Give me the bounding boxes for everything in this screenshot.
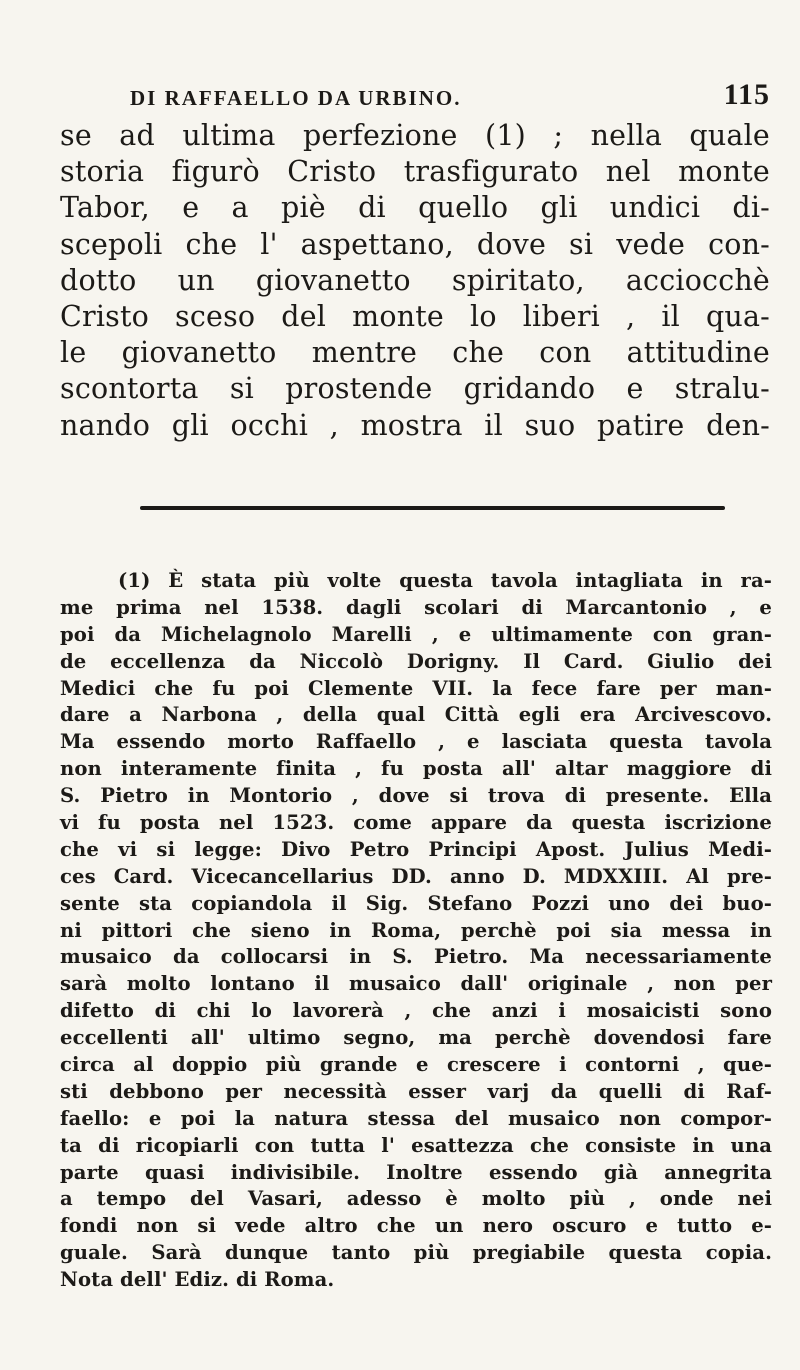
footnote-line: dare a Narbona , della qual Città egli era Arcivescovo. [60, 703, 772, 727]
text-line: se ad ultima perfezione (1) ; nella quale [60, 119, 770, 152]
footnote-line: vi fu posta nel 1523. come appare da questa iscrizione [60, 811, 772, 835]
footnote-line: sente sta copiandola il Sig. Stefano Pozzi uno dei buo- [60, 891, 772, 915]
footnote-line: che vi si legge: Divo Petro Principi Apost. Julius Medi- [60, 837, 772, 861]
footnote-line: faello: e poi la natura stessa del musaico non compor- [60, 1106, 772, 1130]
footnote-line: difetto di chi lo lavorerà , che anzi i mosaicisti sono [60, 999, 772, 1023]
text-line: Cristo sceso del monte lo liberi , il qua- [60, 299, 770, 333]
footnote-line: sti debbono per necessità esser varj da quelli di Raf- [60, 1079, 772, 1103]
main-text [60, 118, 770, 444]
footnote-line: a tempo del Vasari, adesso è molto più , onde nei [60, 1187, 772, 1211]
footnote-separator-rule [140, 506, 725, 510]
footnote-line: de eccellenza da Niccolò Dorigny. Il Card. Giulio dei [60, 649, 772, 673]
footnote [60, 568, 772, 1294]
running-head [130, 78, 770, 118]
footnote-line: circa al doppio più grande e crescere i contorni , que- [60, 1053, 772, 1077]
footnote-line: poi da Michelagnolo Marelli , e ultimamente con gran- [60, 622, 772, 646]
footnote-line: non interamente finita , fu posta all' altar maggiore di [60, 757, 772, 781]
footnote-line: sarà molto lontano il musaico dall' originale , non per [60, 972, 772, 996]
text-line: scontorta si prostende gridando e stralu- [60, 372, 770, 406]
footnote-line: musaico da collocarsi in S. Pietro. Ma necessariamente [60, 945, 772, 969]
footnote-line: ta di ricopiarli con tutta l' esattezza che consiste in una [60, 1133, 772, 1157]
text-line: Tabor, e a piè di quello gli undici di- [60, 191, 770, 225]
text-line: dotto un giovanetto spiritato, acciocchè [60, 263, 770, 297]
footnote-line: Medici che fu poi Clemente VII. la fece fare per man- [60, 676, 772, 700]
running-title: DI RAFFAELLO DA URBINO. [130, 86, 462, 110]
text-line: le giovanetto mentre che con attitudine [60, 336, 770, 370]
footnote-line: guale. Sarà dunque tanto più pregiabile questa copia. [60, 1241, 772, 1265]
text-line: scepoli che l' aspettano, dove si vede con- [60, 227, 770, 261]
text-line: nando gli occhi , mostra il suo patire den- [60, 408, 770, 442]
text-line: storia figurò Cristo trasfigurato nel monte [60, 155, 770, 189]
footnote-line: fondi non si vede altro che un nero oscuro e tutto e- [60, 1214, 772, 1238]
footnote-line: me prima nel 1538. dagli scolari di Marcantonio , e [60, 595, 772, 619]
footnote-line: parte quasi indivisibile. Inoltre essendo già annegrita [60, 1160, 772, 1184]
page-number: 115 [723, 78, 770, 111]
footnote-line: eccellenti all' ultimo segno, ma perchè dovendosi fare [60, 1026, 772, 1050]
footnote-line: Nota dell' Ediz. di Roma. [60, 1268, 335, 1292]
footnote-line: ni pittori che sieno in Roma, perchè poi sia messa in [60, 918, 772, 942]
footnote-line: (1) È stata più volte questa tavola intagliata in ra- [118, 569, 772, 592]
footnote-line: Ma essendo morto Raffaello , e lasciata questa tavola [60, 730, 772, 754]
footnote-line: ces Card. Vicecancellarius DD. anno D. MDXXIII. Al pre- [60, 864, 772, 888]
footnote-line: S. Pietro in Montorio , dove si trova di presente. Ella [60, 784, 772, 808]
